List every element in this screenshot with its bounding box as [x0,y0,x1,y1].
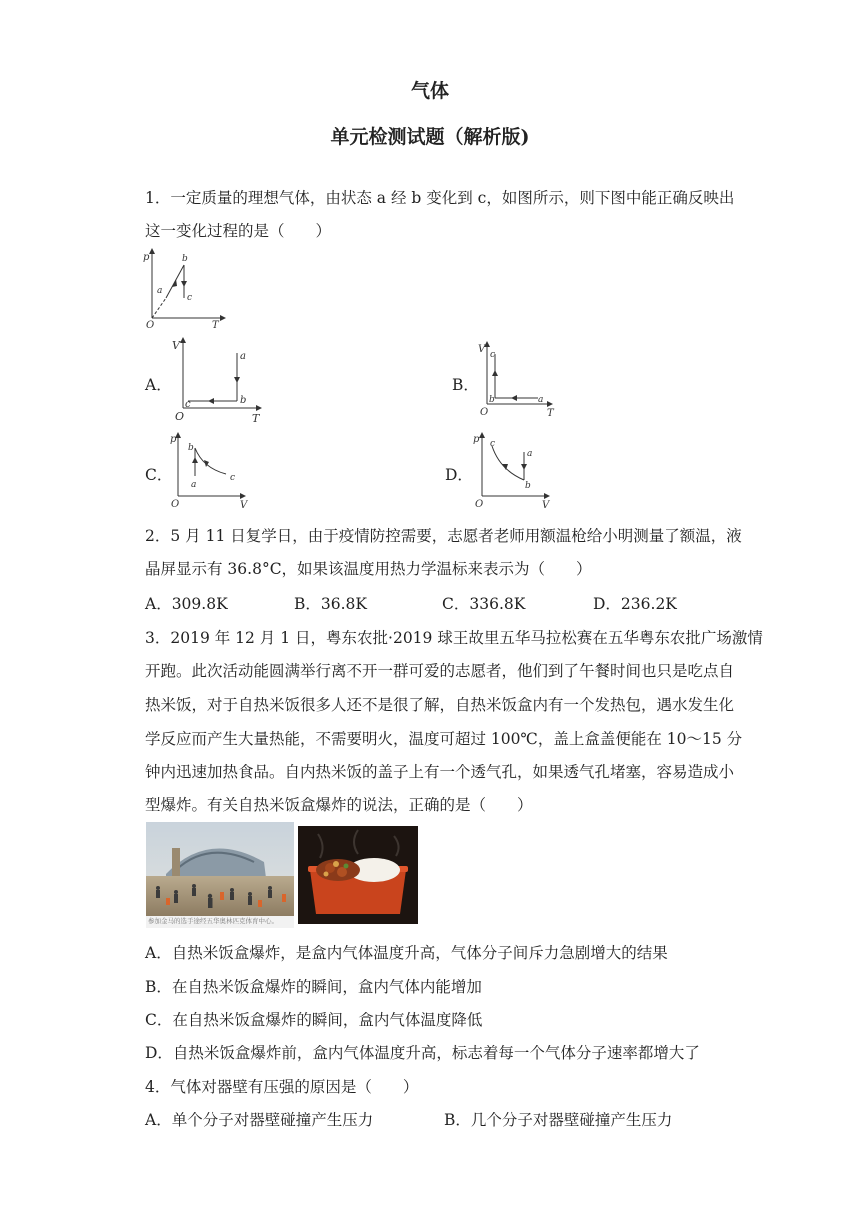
q3-line-4: 学反应而产生大量热能，不需要明火，温度可超过 100℃，盖上盒盖便能在 10～15 分 [145,730,743,748]
marathon-photo [146,822,294,928]
q3-line-1: 3．2019 年 12 月 1 日，粤东农批·2019 球王故里五华马拉松赛在五华粤东农批广场激情 [145,629,763,647]
self-heating-rice-photo [298,826,418,924]
q1-main-y-axis: p [143,252,150,263]
q1-option-c-label[interactable]: C． [145,466,173,484]
q1-option-b-graph[interactable] [475,340,560,418]
q1-option-c-origin: O [171,499,180,510]
q1-option-a-point-c: c [185,399,191,410]
q1-text-line1: 1．一定质量的理想气体，由状态 a 经 b 变化到 c，如图所示，则下图中能正确反映出 [145,189,735,207]
q2-option-d[interactable]: D．236.2K [593,595,677,613]
q3-option-a[interactable]: A．自热米饭盒爆炸，是盒内气体温度升高，气体分子间斥力急剧增大的结果 [145,944,668,962]
q1-option-a-point-a: a [240,351,246,362]
q1-option-a-x-axis: T [252,412,260,425]
q1-option-d-point-b: b [525,481,531,491]
q1-option-a-label[interactable]: A． [145,376,172,394]
q3-option-b[interactable]: B．在自热米饭盒爆炸的瞬间，盒内气体内能增加 [145,978,482,996]
q3-line-2: 开跑。此次活动能圆满举行离不开一群可爱的志愿者，他们到了午餐时间也只是吃点自 [145,662,735,680]
q1-option-b-point-c: c [490,350,496,360]
page-subtitle: 单元检测试题（解析版) [330,126,530,148]
q1-option-d-label[interactable]: D． [445,466,473,484]
q1-option-a-origin: O [175,410,185,423]
q1-text-line2: 这一变化过程的是（ ） [145,222,332,240]
q4-option-b[interactable]: B．几个分子对器壁碰撞产生压力 [444,1111,673,1129]
q2-option-b[interactable]: B．36.8K [294,595,367,613]
q2-option-c[interactable]: C．336.8K [442,595,526,613]
q1-option-a-graph[interactable] [168,335,268,425]
q1-option-c-x-axis: V [240,500,248,510]
q1-option-d-origin: O [475,499,484,510]
q3-line-5: 钟内迅速加热食品。自内热米饭的盖子上有一个透气孔，如果透气孔堵塞，容易造成小 [145,763,735,781]
q1-option-d-y-axis: p [473,434,480,445]
q4-option-a[interactable]: A．单个分子对器壁碰撞产生压力 [145,1111,374,1129]
photo-caption: 参加金马的选手途经五华奥林匹克体育中心。 [148,917,278,925]
q1-option-c-point-c: c [230,473,236,483]
page-title: 气体 [410,80,449,102]
q1-option-c-graph[interactable] [168,430,253,510]
q1-option-b-x-axis: T [547,408,554,418]
q1-option-d-point-a: a [527,449,533,459]
q1-option-b-y-axis: V [478,344,486,355]
q2-text-line2: 晶屏显示有 36.8°C，如果该温度用热力学温标来表示为（ ） [145,560,592,578]
q4-text: 4．气体对器壁有压强的原因是（ ） [145,1078,419,1096]
q1-option-c-point-b: b [188,443,194,453]
q3-line-6: 型爆炸。有关自热米饭盒爆炸的说法，正确的是（ ） [145,796,533,814]
q1-option-a-y-axis: V [172,339,180,352]
q1-option-b-label[interactable]: B． [452,376,479,394]
q1-option-c-y-axis: p [170,434,177,445]
q1-main-point-c: c [187,293,193,303]
q1-option-a-point-b: b [240,395,247,406]
q1-main-origin: O [146,320,155,330]
q1-option-d-point-c: c [490,439,496,449]
q1-option-d-graph[interactable] [470,430,555,510]
q3-option-c[interactable]: C．在自热米饭盒爆炸的瞬间，盒内气体温度降低 [145,1011,483,1029]
q1-main-point-b: b [182,254,188,264]
q1-option-b-point-b: b [489,395,495,405]
q1-main-point-a: a [157,286,163,296]
q1-option-b-origin: O [480,407,489,418]
q1-option-d-x-axis: V [542,500,550,510]
q3-line-3: 热米饭，对于自热米饭很多人还不是很了解，自热米饭盒内有一个发热包，遇水发生化 [145,696,735,714]
q1-option-c-point-a: a [191,480,197,490]
q3-option-d[interactable]: D．自热米饭盒爆炸前，盒内气体温度升高，标志着每一个气体分子速率都增大了 [145,1044,700,1062]
q1-option-b-point-a: a [538,395,544,405]
q2-text-line1: 2．5 月 11 日复学日，由于疫情防控需要，志愿者老师用额温枪给小明测量了额温，液 [145,527,742,545]
q2-option-a[interactable]: A．309.8K [145,595,228,613]
q1-main-graph [140,248,230,330]
q1-main-x-axis: T [212,320,219,330]
